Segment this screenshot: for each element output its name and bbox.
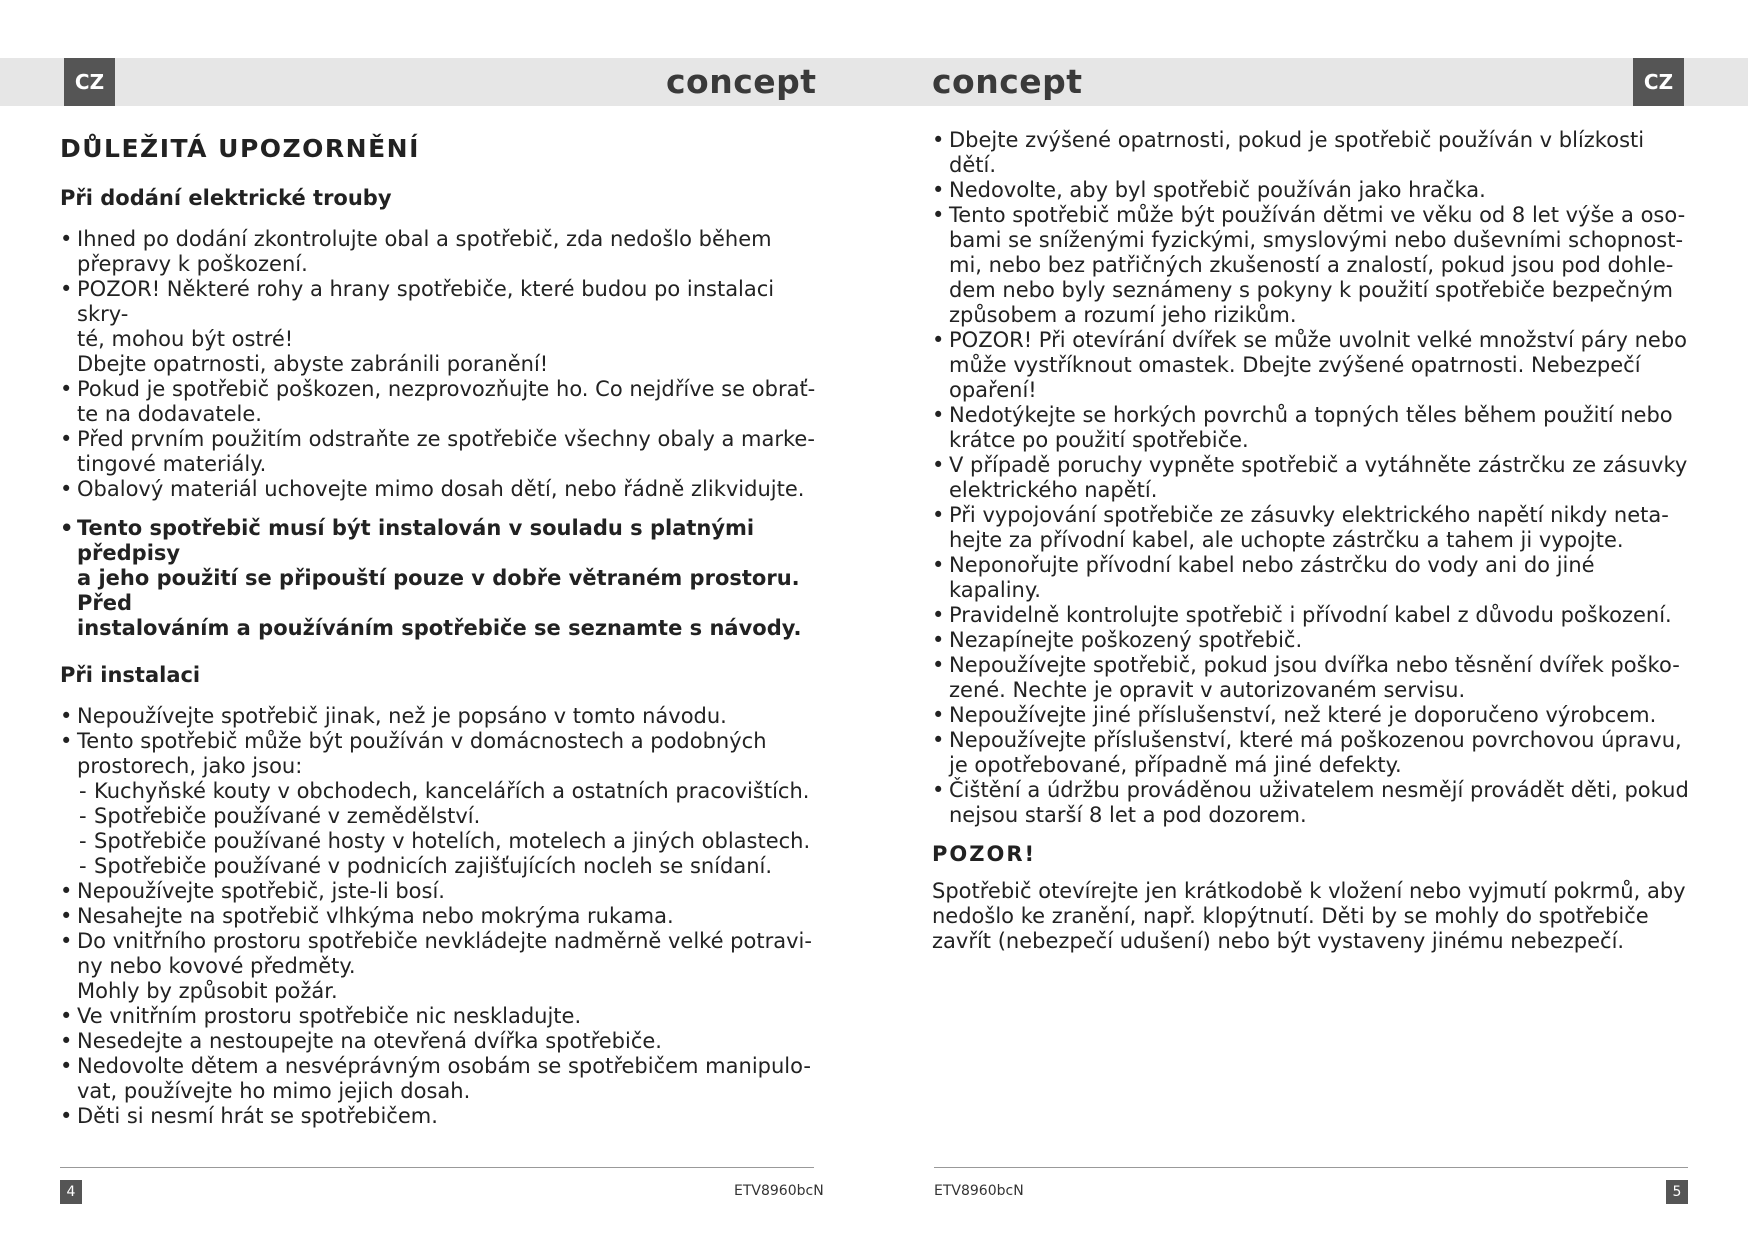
section-heading-delivery: Při dodání elektrické trouby xyxy=(60,186,392,210)
list-item: • Nepoužívejte spotřebič, jste-li bosí. xyxy=(60,879,820,904)
warning-paragraph: Spotřebič otevírejte jen krátkodobě k vložení nebo vyjmutí pokrmů, aby nedošlo ke zranění, např. klopýtnutí. Děti by se mohly do spotřebiče zavřít (nebezpečí udušení) nebo být vystaveny jinému nebezpečí. xyxy=(932,879,1686,953)
list-item: • Nezapínejte poškozený spotřebič. xyxy=(932,628,1692,653)
list-item: • Čištění a údržbu prováděnou uživatelem nesmějí provádět děti, pokud nejsou starší 8 let a pod dozorem. xyxy=(932,778,1692,828)
list-item: • Nepoužívejte příslušenství, které má poškozenou povrchovou úpravu, je opotřebované, případně má jiné defekty. xyxy=(932,728,1692,778)
brand-logo-left: concept xyxy=(666,62,817,101)
model-number-left: ETV8960bcN xyxy=(734,1183,824,1199)
list-item: • V případě poruchy vypněte spotřebič a vytáhněte zástrčku ze zásuvky elektrického napětí. xyxy=(932,453,1692,503)
usage-places-list xyxy=(77,779,820,879)
model-number-right: ETV8960bcN xyxy=(934,1183,1024,1199)
list-item: • POZOR! Při otevírání dvířek se může uvolnit velké množství páry nebo může vystříknout omastek. Dbejte zvýšené opatrnosti. Nebezpečí opaření! xyxy=(932,328,1692,403)
left-page-content xyxy=(60,128,820,1129)
list-item: • Nedotýkejte se horkých povrchů a topných těles během použití nebo krátce po použití spotřebiče. xyxy=(932,403,1692,453)
section-heading-installation: Při instalaci xyxy=(60,663,201,687)
list-item: • Nedovolte, aby byl spotřebič používán jako hračka. xyxy=(932,178,1692,203)
footer-divider-left xyxy=(60,1167,814,1168)
page-number-left: 4 xyxy=(60,1180,82,1204)
right-page-content xyxy=(932,128,1692,954)
bold-notice: • Tento spotřebič musí být instalován v souladu s platnými předpisy a jeho použití se připouští pouze v dobře větraném prostoru. Před instalováním a používáním spotřebiče se seznamte s návody. xyxy=(60,516,820,641)
bold-notice-list xyxy=(60,516,820,641)
language-badge-left: CZ xyxy=(64,58,115,106)
list-item: • Pravidelně kontrolujte spotřebič i přívodní kabel z důvodu poškození. xyxy=(932,603,1692,628)
list-item: • Nepoužívejte jiné příslušenství, než které je doporučeno výrobcem. xyxy=(932,703,1692,728)
list-item: • Ihned po dodání zkontrolujte obal a spotřebič, zda nedošlo během přepravy k poškození. xyxy=(60,227,820,277)
list-item: • Nepoužívejte spotřebič, pokud jsou dvířka nebo těsnění dvířek poško- zené. Nechte je opravit v autorizovaném servisu. xyxy=(932,653,1692,703)
list-item: • Nesahejte na spotřebič vlhkýma nebo mokrýma rukama. xyxy=(60,904,820,929)
delivery-list xyxy=(60,227,820,502)
list-item: • Tento spotřebič může být používán dětmi ve věku od 8 let výše a oso- bami se sníženými fyzickými, smyslovými nebo duševními schopnost- mi, nebo bez patřičných zkušeností a znalostí, pokud jsou pod dohle- dem nebo byly seznámeny s pokyny k použití spotřebiče bezpečným způsobem a rozumí jeho rizikům. xyxy=(932,203,1692,328)
language-badge-right: CZ xyxy=(1633,58,1684,106)
list-item: • Ve vnitřním prostoru spotřebiče nic neskladujte. xyxy=(60,1004,820,1029)
page-number-right: 5 xyxy=(1666,1180,1688,1204)
list-item: • Při vypojování spotřebiče ze zásuvky elektrického napětí nikdy neta- hejte za přívodní kabel, ale uchopte zástrčku a tahem ji vypojte. xyxy=(932,503,1692,553)
brand-logo-right: concept xyxy=(932,62,1083,101)
list-item: • Nedovolte dětem a nesvéprávným osobám se spotřebičem manipulo- vat, používejte ho mimo jejich dosah. xyxy=(60,1054,820,1104)
list-item: • Do vnitřního prostoru spotřebiče nevkládejte nadměrně velké potravi- ny nebo kovové předměty. Mohly by způsobit požár. xyxy=(60,929,820,1004)
list-item: • Před prvním použitím odstraňte ze spotřebiče všechny obaly a marke- tingové materiály. xyxy=(60,427,820,477)
installation-list xyxy=(60,704,820,1129)
list-item: • POZOR! Některé rohy a hrany spotřebiče, které budou po instalaci skry- té, mohou být ostré! Dbejte opatrnosti, abyste zabránili poranění! xyxy=(60,277,820,377)
list-item: • Nesedejte a nestoupejte na otevřená dvířka spotřebiče. xyxy=(60,1029,820,1054)
page-title: DŮLEŽITÁ UPOZORNĚNÍ xyxy=(60,134,420,163)
footer-divider-right xyxy=(934,1167,1688,1168)
safety-list xyxy=(932,128,1692,828)
list-item: • Neponořujte přívodní kabel nebo zástrčku do vody ani do jiné kapaliny. xyxy=(932,553,1692,603)
sub-list-item: - Spotřebiče používané v zemědělství. xyxy=(77,804,820,829)
list-item: • Obalový materiál uchovejte mimo dosah dětí, nebo řádně zlikvidujte. xyxy=(60,477,820,502)
sub-list-item: - Spotřebiče používané hosty v hotelích, motelech a jiných oblastech. xyxy=(77,829,820,854)
sub-list-item: - Spotřebiče používané v podnicích zajišťujících nocleh se snídaní. xyxy=(77,854,820,879)
list-item: • Pokud je spotřebič poškozen, nezprovozňujte ho. Co nejdříve se obrať- te na dodavatele. xyxy=(60,377,820,427)
warning-heading: POZOR! xyxy=(932,842,1037,866)
sub-list-item: - Kuchyňské kouty v obchodech, kancelářích a ostatních pracovištích. xyxy=(77,779,820,804)
list-item: • Dbejte zvýšené opatrnosti, pokud je spotřebič používán v blízkosti dětí. xyxy=(932,128,1692,178)
list-item: • Tento spotřebič může být používán v domácnostech a podobných prostorech, jako jsou: - Kuchyňské kouty v obchodech, kancelářích a ostatních pracovištích. - Spotřebiče používané v zemědělství. - Spotřebiče používané hosty v hotelích, motelech a jiných oblastech. - Spotřebiče používané v podnicích zajišťujících nocleh se snídaní. xyxy=(60,729,820,879)
list-item: • Nepoužívejte spotřebič jinak, než je popsáno v tomto návodu. xyxy=(60,704,820,729)
list-item: • Děti si nesmí hrát se spotřebičem. xyxy=(60,1104,820,1129)
